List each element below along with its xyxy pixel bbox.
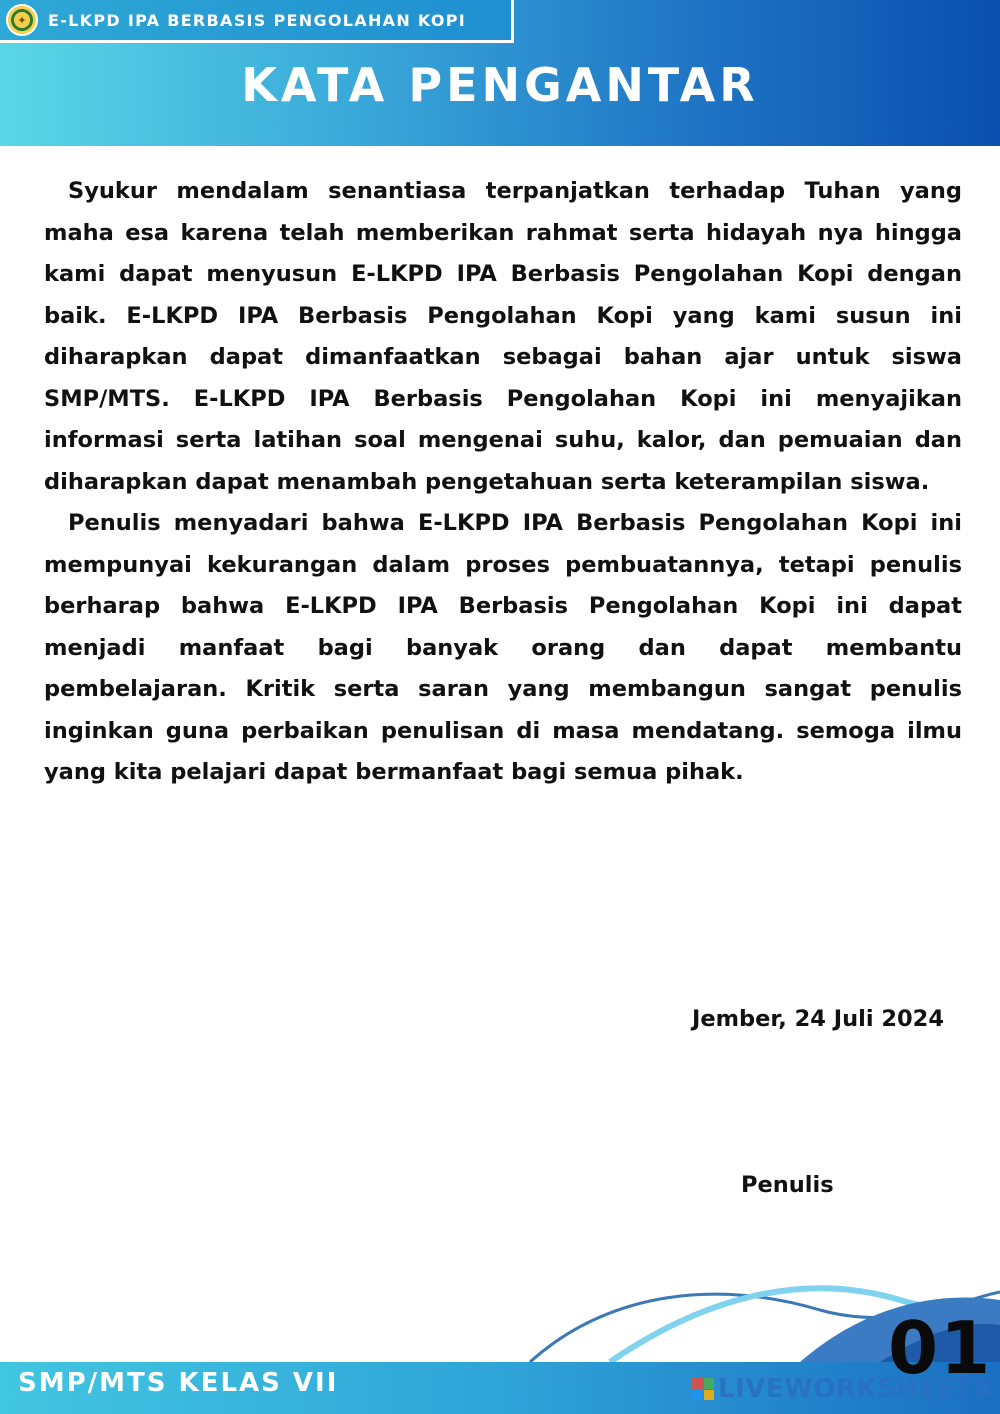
header-banner bbox=[0, 0, 1000, 146]
liveworksheets-logo-icon bbox=[692, 1378, 714, 1400]
signature: Penulis bbox=[741, 1172, 834, 1198]
document-tab-title: E-LKPD IPA BERBASIS PENGOLAHAN KOPI bbox=[48, 10, 467, 30]
page-number: 01 bbox=[888, 1306, 993, 1390]
university-seal-icon: ✦ bbox=[6, 4, 38, 36]
paragraph-1: Syukur mendalam senantiasa terpanjatkan terhadap Tuhan yang maha esa karena telah memberikan rahmat serta hidayah nya hingga kami dapat menyusun E-LKPD IPA Berbasis Pengolahan Kopi dengan baik. E-LKPD IPA Berbasis Pengolahan Kopi yang kami susun ini diharapkan dapat dimanfaatkan sebagai bahan ajar untuk siswa SMP/MTS. E-LKPD IPA Berbasis Pengolahan Kopi ini menyajikan informasi serta latihan soal mengenai suhu, kalor, dan pemuaian dan diharapkan dapat menambah pengetahuan serta keterampilan siswa. bbox=[44, 178, 962, 495]
paragraph-2: Penulis menyadari bahwa E-LKPD IPA Berbasis Pengolahan Kopi ini mempunyai kekurangan dalam proses pembuatannya, tetapi penulis berharap bahwa E-LKPD IPA Berbasis Pengolahan Kopi ini dapat menjadi manfaat bagi banyak orang dan dapat membantu pembelajaran. Kritik serta saran yang membangun sangat penulis inginkan guna perbaikan penulisan di masa mendatang. semoga ilmu yang kita pelajari dapat bermanfaat bagi semua pihak. bbox=[44, 510, 962, 785]
date-line: Jember, 24 Juli 2024 bbox=[691, 1006, 944, 1032]
page-title: KATA PENGANTAR bbox=[241, 58, 759, 112]
watermark bbox=[692, 1374, 993, 1404]
document-tab bbox=[0, 0, 514, 43]
class-label: SMP/MTS KELAS VII bbox=[18, 1368, 339, 1398]
watermark-text: LIVEWORKSHEETS bbox=[718, 1374, 993, 1404]
foreword-body bbox=[44, 171, 962, 794]
